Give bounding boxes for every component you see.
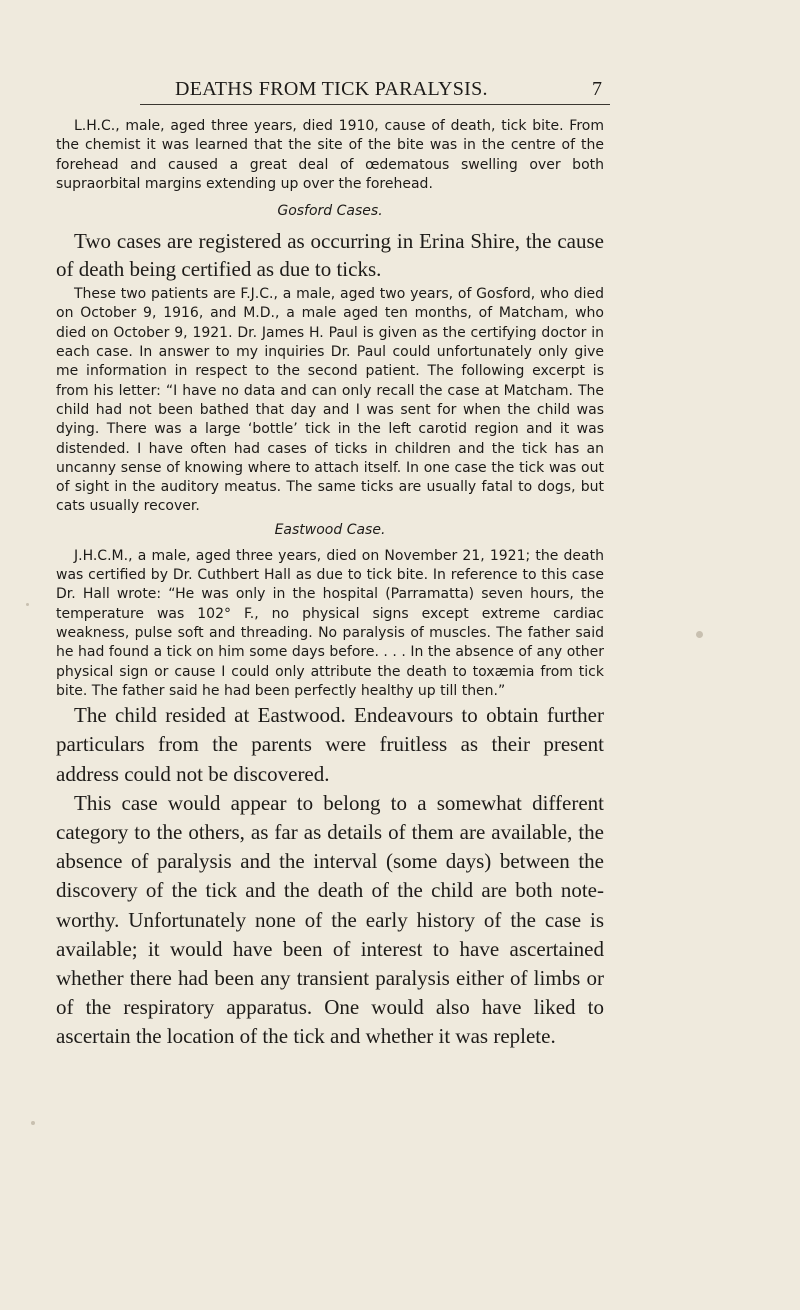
gosford-cases-heading: Gosford Cases. — [277, 203, 383, 220]
eastwood-detail-paragraph: J.H.C.M., a male, aged three years, died on November 21, 1921; the death was certified by Dr. Cuthbert Hall as due to tick bite. In reference to this case Dr. Hall wrote: “He was only in the hospital (Parramatta) seven hours, the temperature was 102° F., no physical signs except extreme cardiac weakness, pulse soft and threading. No paralysis of muscles. The father said he had found a tick on him some days before. . . . In the absence of any other physical sign or cause I could only attribute the death to toxæmia from tick bite. The father said he had been perfectly healthy up till then.” — [56, 547, 604, 699]
header-rule — [140, 104, 610, 105]
running-head: DEATHS FROM TICK PARALYSIS. — [175, 78, 488, 100]
paper-speck — [696, 631, 703, 638]
eastwood-case-heading: Eastwood Case. — [274, 521, 386, 538]
eastwood-resided-paragraph: The child resided at Eastwood. Endeavours to obtain further particulars from the parents were fruitless as their present address could not be discovered. — [56, 703, 604, 786]
lhc-case-paragraph: L.H.C., male, aged three years, died 1910, cause of death, tick bite. From the chemist it was learned that the site of the bite was in the centre of the forehead and caused a great deal of œdematous swelling over both supraorbital margins extending up over the forehead. — [56, 118, 604, 192]
paper-speck — [31, 1121, 35, 1125]
gosford-intro-paragraph: Two cases are registered as occurring in Erina Shire, the cause of death being certified as due to ticks. — [56, 229, 604, 282]
paper-speck — [26, 603, 29, 606]
page-number: 7 — [592, 78, 602, 100]
gosford-detail-paragraph: These two patients are F.J.C., a male, aged two years, of Gosford, who died on October 9, 1916, and M.D., a male aged ten months, of Matcham, who died on October 9, 1921. Dr. James H. Paul is given as the certifying doctor in each case. In answer to my inquiries Dr. Paul could unfortunately only give me information in respect to the second patient. The following excerpt is from his letter: “I have no data and can only recall the case at Matcham. The child had not been bathed that day and I was sent for when the child was dying. There was a large ‘bottle’ tick in the left carotid region and it was distended. I have often had cases of ticks in children and the tick has an uncanny sense of knowing where to attach itself. In one case the tick was out of sight in the auditory meatus. The same ticks are usually fatal to dogs, but cats usually recover. — [56, 286, 604, 515]
page-body — [56, 117, 604, 1052]
conclusion-paragraph: This case would appear to belong to a somewhat different category to the others, as far as details of them are available, the absence of paralysis and the interval (some days) between the discovery of the tick and the death of the child are both note-worthy. Unfortunately none of the early history of the case is available; it would have been of interest to have ascertained whether there had been any transient paralysis either of limbs or of the respiratory apparatus. One would also have liked to ascertain the location of the tick and whether it was replete. — [56, 790, 604, 1049]
